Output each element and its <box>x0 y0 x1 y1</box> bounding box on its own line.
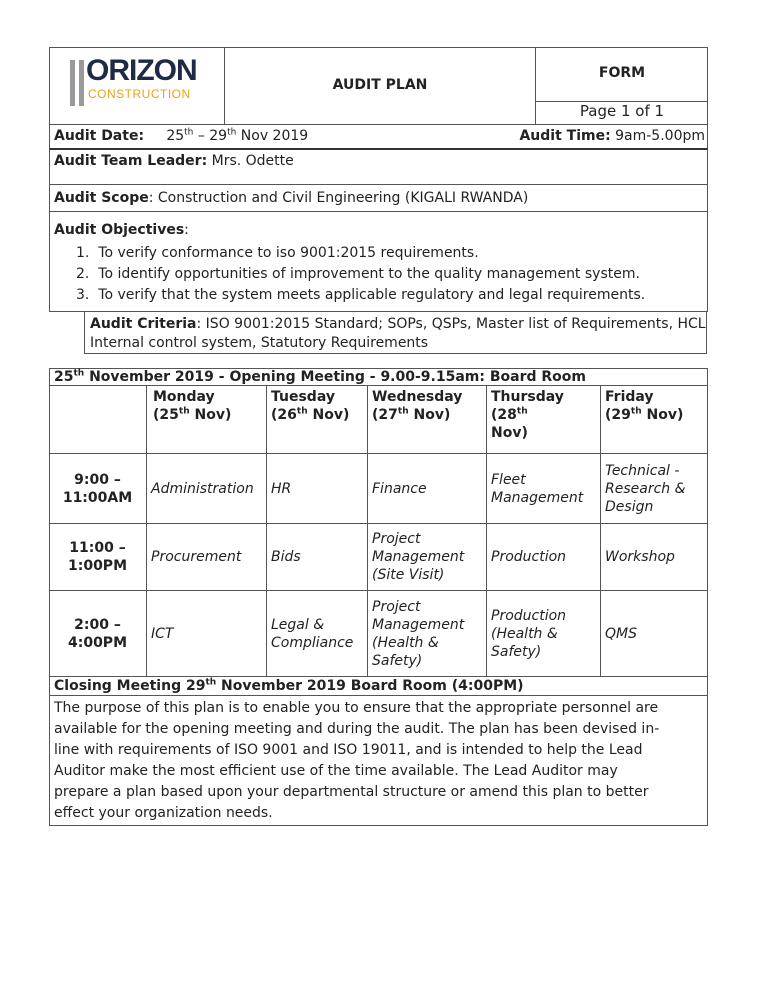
objective-item: 2. To identify opportunities of improvement to the quality management system. <box>76 266 640 282</box>
schedule-cell: Bids <box>271 549 301 565</box>
schedule-cell: Production <box>491 549 567 565</box>
closing-meeting: Closing Meeting 29th November 2019 Board Room (4:00PM) <box>54 677 524 694</box>
day-header-thursday: Thursday (28th Nov) <box>491 389 564 441</box>
day-header-monday: Monday (25th Nov) <box>153 389 232 423</box>
time-slot-2: 11:00 – 1:00PM <box>67 540 127 574</box>
schedule-cell: Procurement <box>151 549 242 565</box>
schedule-cell: Production (Health & Safety) <box>491 607 567 660</box>
audit-time: Audit Time: 9am-5.00pm <box>519 128 705 144</box>
time-slot-3: 2:00 – 4:00PM <box>67 616 127 651</box>
opening-meeting: 25th November 2019 - Opening Meeting - 9.00-9.15am: Board Room <box>54 368 586 385</box>
schedule-cell: Workshop <box>605 549 675 565</box>
page-number: Page 1 of 1 <box>579 102 665 120</box>
purpose-paragraph: The purpose of this plan is to enable you to ensure that the appropriate personnel are available for the opening meeting and during the audit. The plan has been devised in- line with requirements of ISO 9001 and ISO 19011, and is intended to help the Lead Auditor make the most efficient use of the time available. The Lead Auditor may prepare a plan based upon your departmental structure or amend this plan to better effect your organization needs. <box>54 700 660 821</box>
schedule-cell: Fleet Management <box>491 471 584 506</box>
audit-criteria-line2: Internal control system, Statutory Requirements <box>90 335 429 351</box>
schedule-cell: QMS <box>605 625 637 642</box>
schedule-cell: Legal & Compliance <box>271 616 354 651</box>
schedule-cell: Project Management (Health & Safety) <box>372 598 465 669</box>
day-header-friday: Friday (29th Nov) <box>605 389 684 423</box>
schedule-cell: ICT <box>151 625 174 642</box>
schedule-cell: Administration <box>151 480 254 497</box>
form-label: FORM <box>598 65 646 81</box>
logo-brand: ORIZON <box>86 54 197 87</box>
schedule-cell: HR <box>271 480 292 497</box>
day-header-wednesday: Wednesday (27th Nov) <box>372 389 463 423</box>
document-title: AUDIT PLAN <box>332 77 428 93</box>
audit-criteria-line1: Audit Criteria: ISO 9001:2015 Standard; SOPs, QSPs, Master list of Requirements, HCL <box>90 316 706 332</box>
schedule-cell: Technical - Research & Design <box>605 462 686 515</box>
audit-date: Audit Date: 25th – 29th Nov 2019 <box>54 127 309 144</box>
schedule-cell: Project Management (Site Visit) <box>372 531 465 583</box>
objective-item: 3. To verify that the system meets applicable regulatory and legal requirements. <box>76 287 646 303</box>
logo-sub: CONSTRUCTION <box>88 87 191 101</box>
audit-scope: Audit Scope: Construction and Civil Engineering (KIGALI RWANDA) <box>54 190 529 206</box>
audit-team-leader: Audit Team Leader: Mrs. Odette <box>54 153 294 169</box>
company-logo <box>66 54 216 110</box>
objective-item: 1. To verify conformance to iso 9001:2015 requirements. <box>76 245 479 261</box>
day-header-tuesday: Tuesday (26th Nov) <box>271 389 350 423</box>
time-slot-1: 9:00 – 11:00AM <box>62 471 133 506</box>
schedule-cell: Finance <box>372 480 427 497</box>
objectives-heading: Audit Objectives: <box>54 222 189 238</box>
